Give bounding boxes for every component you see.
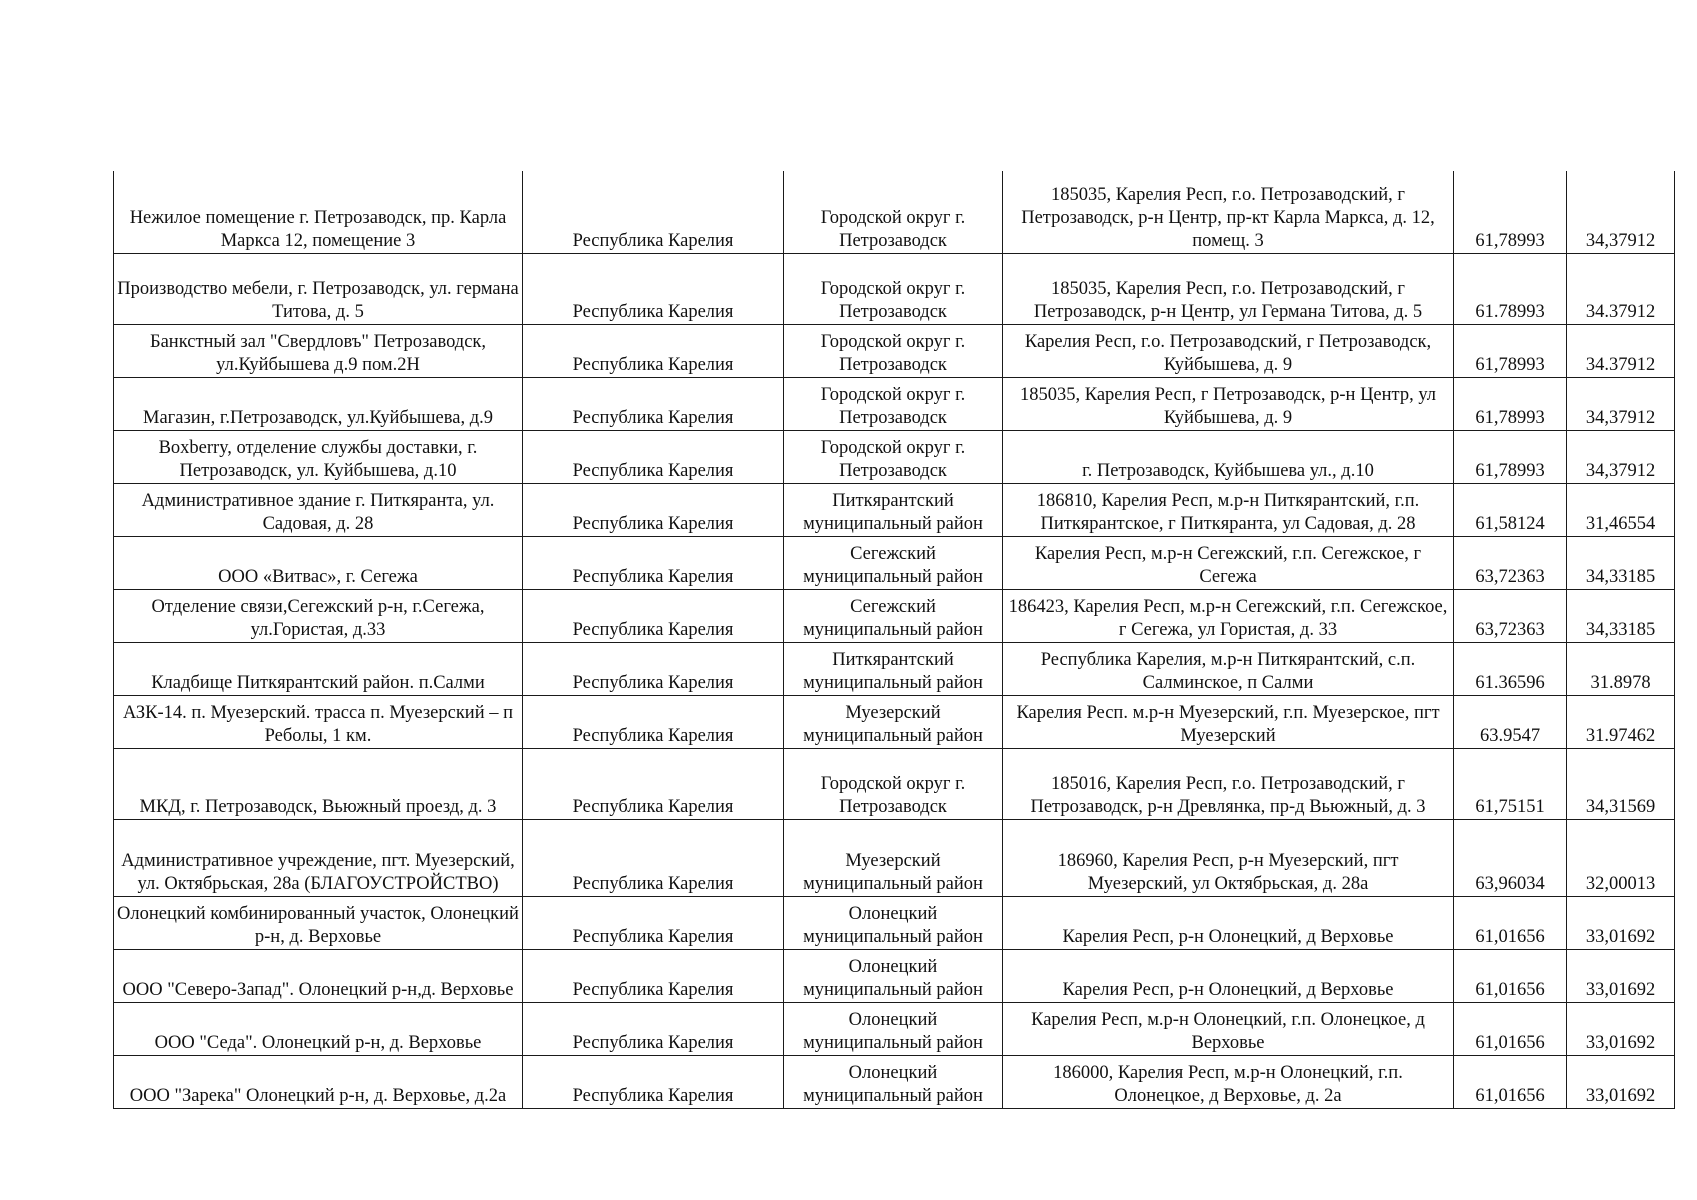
object-name-cell: Банкстный зал "Свердловъ" Петрозаводск, ул.Куйбышева д.9 пом.2Н [114, 324, 523, 377]
region-cell: Республика Карелия [523, 377, 784, 430]
address-cell: Карелия Респ, г.о. Петрозаводский, г Петрозаводск, Куйбышева, д. 9 [1003, 324, 1454, 377]
table-row [114, 324, 1675, 377]
region-cell: Республика Карелия [523, 536, 784, 589]
latitude-cell: 63,96034 [1454, 819, 1567, 896]
table-row [114, 642, 1675, 695]
municipality-cell: Городской округ г. Петрозаводск [784, 430, 1003, 483]
municipality-cell: Городской округ г. Петрозаводск [784, 171, 1003, 253]
region-cell: Республика Карелия [523, 896, 784, 949]
region-cell: Республика Карелия [523, 324, 784, 377]
table-row [114, 896, 1675, 949]
longitude-cell: 34,37912 [1567, 430, 1675, 483]
latitude-cell: 61,78993 [1454, 171, 1567, 253]
longitude-cell: 33,01692 [1567, 1055, 1675, 1108]
latitude-cell: 61,78993 [1454, 324, 1567, 377]
address-cell: 186423, Карелия Респ, м.р-н Сегежский, г.п. Сегежское, г Сегежа, ул Гористая, д. 33 [1003, 589, 1454, 642]
longitude-cell: 33,01692 [1567, 896, 1675, 949]
latitude-cell: 63,72363 [1454, 536, 1567, 589]
latitude-cell: 61,01656 [1454, 1002, 1567, 1055]
latitude-cell: 63,72363 [1454, 589, 1567, 642]
longitude-cell: 34,33185 [1567, 536, 1675, 589]
table-row [114, 377, 1675, 430]
table-row [114, 949, 1675, 1002]
object-name-cell: ООО "Зарека" Олонецкий р-н, д. Верховье, д.2а [114, 1055, 523, 1108]
object-name-cell: Boxberry, отделение службы доставки, г. Петрозаводск, ул. Куйбышева, д.10 [114, 430, 523, 483]
latitude-cell: 61,01656 [1454, 1055, 1567, 1108]
region-cell: Республика Карелия [523, 171, 784, 253]
table-row [114, 483, 1675, 536]
object-name-cell: Магазин, г.Петрозаводск, ул.Куйбышева, д.9 [114, 377, 523, 430]
address-cell: Республика Карелия, м.р-н Питкярантский, с.п. Салминское, п Салми [1003, 642, 1454, 695]
object-name-cell: Административное здание г. Питкяранта, ул. Садовая, д. 28 [114, 483, 523, 536]
municipality-cell: Питкярантский муниципальный район [784, 642, 1003, 695]
municipality-cell: Олонецкий муниципальный район [784, 1055, 1003, 1108]
region-cell: Республика Карелия [523, 1002, 784, 1055]
table-row [114, 695, 1675, 748]
longitude-cell: 34.37912 [1567, 253, 1675, 324]
table-row [114, 171, 1675, 253]
longitude-cell: 34.37912 [1567, 324, 1675, 377]
table-row [114, 430, 1675, 483]
municipality-cell: Муезерский муниципальный район [784, 819, 1003, 896]
longitude-cell: 31.8978 [1567, 642, 1675, 695]
longitude-cell: 34,31569 [1567, 748, 1675, 819]
latitude-cell: 61,01656 [1454, 949, 1567, 1002]
municipality-cell: Муезерский муниципальный район [784, 695, 1003, 748]
longitude-cell: 31,46554 [1567, 483, 1675, 536]
object-name-cell: ООО "Седа". Олонецкий р-н, д. Верховье [114, 1002, 523, 1055]
latitude-cell: 61.36596 [1454, 642, 1567, 695]
table-row [114, 1002, 1675, 1055]
region-cell: Республика Карелия [523, 642, 784, 695]
region-cell: Республика Карелия [523, 589, 784, 642]
municipality-cell: Городской округ г. Петрозаводск [784, 748, 1003, 819]
longitude-cell: 33,01692 [1567, 949, 1675, 1002]
latitude-cell: 61.78993 [1454, 253, 1567, 324]
address-cell: 186960, Карелия Респ, р-н Муезерский, пгт Муезерский, ул Октябрьская, д. 28а [1003, 819, 1454, 896]
municipality-cell: Сегежский муниципальный район [784, 589, 1003, 642]
latitude-cell: 63.9547 [1454, 695, 1567, 748]
address-cell: 185016, Карелия Респ, г.о. Петрозаводский, г Петрозаводск, р-н Древлянка, пр-д Вьюжный, д. 3 [1003, 748, 1454, 819]
object-name-cell: ООО "Северо-Запад". Олонецкий р-н,д. Верховье [114, 949, 523, 1002]
address-cell: 185035, Карелия Респ, г Петрозаводск, р-н Центр, ул Куйбышева, д. 9 [1003, 377, 1454, 430]
object-name-cell: Нежилое помещение г. Петрозаводск, пр. Карла Маркса 12, помещение 3 [114, 171, 523, 253]
address-cell: Карелия Респ. м.р-н Муезерский, г.п. Муезерское, пгт Муезерский [1003, 695, 1454, 748]
address-cell: Карелия Респ, р-н Олонецкий, д Верховье [1003, 949, 1454, 1002]
object-name-cell: ООО «Витвас», г. Сегежа [114, 536, 523, 589]
municipality-cell: Питкярантский муниципальный район [784, 483, 1003, 536]
objects-table [113, 171, 1675, 1109]
municipality-cell: Олонецкий муниципальный район [784, 896, 1003, 949]
address-cell: 185035, Карелия Респ, г.о. Петрозаводский, г Петрозаводск, р-н Центр, ул Германа Титова, д. 5 [1003, 253, 1454, 324]
region-cell: Республика Карелия [523, 483, 784, 536]
address-cell: Карелия Респ, м.р-н Олонецкий, г.п. Олонецкое, д Верховье [1003, 1002, 1454, 1055]
municipality-cell: Городской округ г. Петрозаводск [784, 324, 1003, 377]
object-name-cell: Олонецкий комбинированный участок, Олонецкий р-н, д. Верховье [114, 896, 523, 949]
table-row [114, 819, 1675, 896]
latitude-cell: 61,58124 [1454, 483, 1567, 536]
latitude-cell: 61,78993 [1454, 430, 1567, 483]
municipality-cell: Городской округ г. Петрозаводск [784, 253, 1003, 324]
latitude-cell: 61,01656 [1454, 896, 1567, 949]
address-cell: Карелия Респ, р-н Олонецкий, д Верховье [1003, 896, 1454, 949]
longitude-cell: 34,33185 [1567, 589, 1675, 642]
latitude-cell: 61,78993 [1454, 377, 1567, 430]
table-row [114, 1055, 1675, 1108]
object-name-cell: МКД, г. Петрозаводск, Вьюжный проезд, д. 3 [114, 748, 523, 819]
region-cell: Республика Карелия [523, 1055, 784, 1108]
municipality-cell: Олонецкий муниципальный район [784, 949, 1003, 1002]
municipality-cell: Олонецкий муниципальный район [784, 1002, 1003, 1055]
table-row [114, 253, 1675, 324]
municipality-cell: Сегежский муниципальный район [784, 536, 1003, 589]
municipality-cell: Городской округ г. Петрозаводск [784, 377, 1003, 430]
longitude-cell: 33,01692 [1567, 1002, 1675, 1055]
address-cell: 185035, Карелия Респ, г.о. Петрозаводский, г Петрозаводск, р-н Центр, пр-кт Карла Маркса, д. 12, помещ. 3 [1003, 171, 1454, 253]
table-row [114, 589, 1675, 642]
object-name-cell: Отделение связи,Сегежский р-н, г.Сегежа, ул.Гористая, д.33 [114, 589, 523, 642]
address-cell: г. Петрозаводск, Куйбышева ул., д.10 [1003, 430, 1454, 483]
longitude-cell: 31.97462 [1567, 695, 1675, 748]
object-name-cell: Административное учреждение, пгт. Муезерский, ул. Октябрьская, 28а (БЛАГОУСТРОЙСТВО) [114, 819, 523, 896]
address-cell: Карелия Респ, м.р-н Сегежский, г.п. Сегежское, г Сегежа [1003, 536, 1454, 589]
table-row [114, 748, 1675, 819]
longitude-cell: 32,00013 [1567, 819, 1675, 896]
region-cell: Республика Карелия [523, 253, 784, 324]
object-name-cell: Производство мебели, г. Петрозаводск, ул. германа Титова, д. 5 [114, 253, 523, 324]
object-name-cell: АЗК-14. п. Муезерский. трасса п. Муезерский – п Реболы, 1 км. [114, 695, 523, 748]
latitude-cell: 61,75151 [1454, 748, 1567, 819]
region-cell: Республика Карелия [523, 819, 784, 896]
longitude-cell: 34,37912 [1567, 377, 1675, 430]
region-cell: Республика Карелия [523, 695, 784, 748]
region-cell: Республика Карелия [523, 430, 784, 483]
longitude-cell: 34,37912 [1567, 171, 1675, 253]
object-name-cell: Кладбище Питкярантский район. п.Салми [114, 642, 523, 695]
region-cell: Республика Карелия [523, 748, 784, 819]
address-cell: 186000, Карелия Респ, м.р-н Олонецкий, г.п. Олонецкое, д Верховье, д. 2а [1003, 1055, 1454, 1108]
region-cell: Республика Карелия [523, 949, 784, 1002]
address-cell: 186810, Карелия Респ, м.р-н Питкярантский, г.п. Питкярантское, г Питкяранта, ул Садовая, д. 28 [1003, 483, 1454, 536]
table-row [114, 536, 1675, 589]
